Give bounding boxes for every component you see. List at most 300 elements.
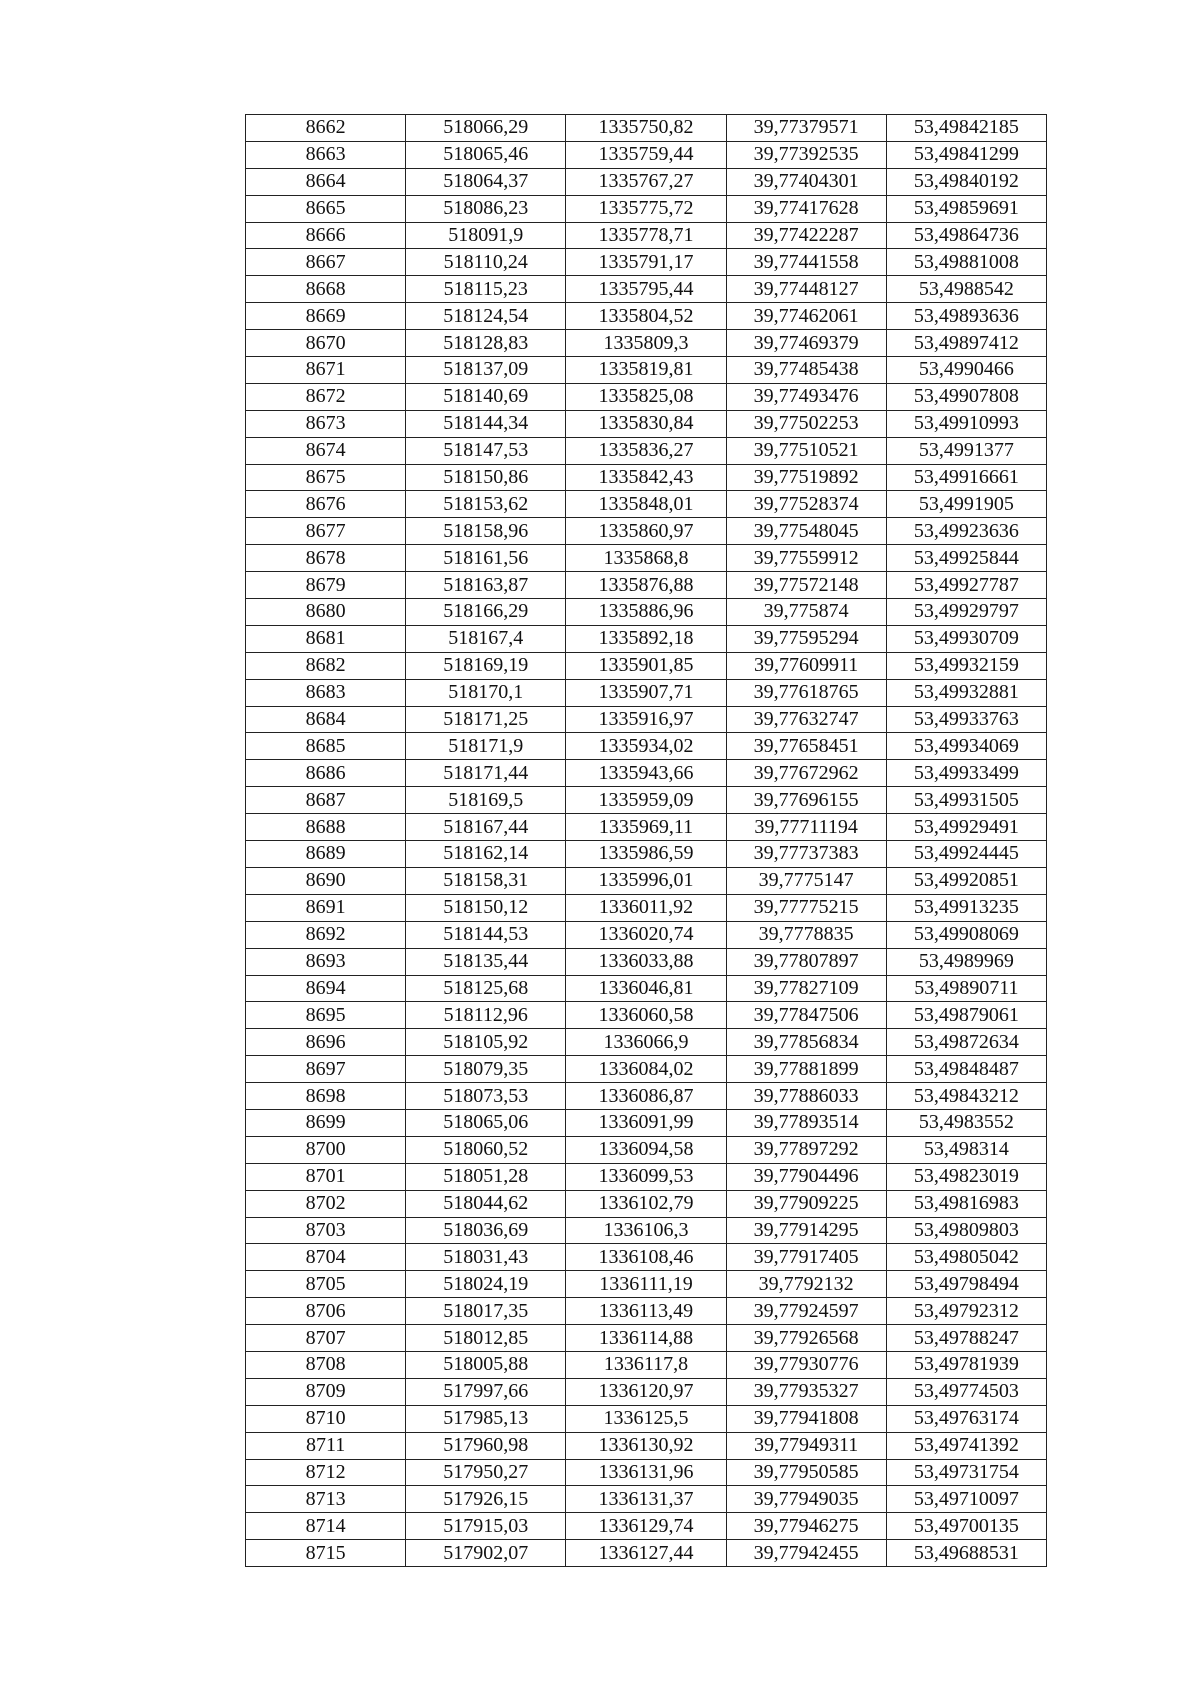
x-coordinate-cell: 518031,43: [406, 1244, 566, 1271]
point-number-cell: 8674: [246, 437, 406, 464]
table-row: [246, 491, 1047, 518]
latitude-cell: 53,49929797: [886, 599, 1046, 626]
point-number-cell: 8689: [246, 841, 406, 868]
table-row: [246, 625, 1047, 652]
table-row: [246, 921, 1047, 948]
latitude-cell: 53,49781939: [886, 1351, 1046, 1378]
x-coordinate-cell: 517997,66: [406, 1378, 566, 1405]
point-number-cell: 8699: [246, 1109, 406, 1136]
point-number-cell: 8673: [246, 410, 406, 437]
point-number-cell: 8693: [246, 948, 406, 975]
longitude-cell: 39,77775215: [726, 894, 886, 921]
table-row: [246, 330, 1047, 357]
x-coordinate-cell: 518079,35: [406, 1056, 566, 1083]
latitude-cell: 53,49907808: [886, 383, 1046, 410]
y-coordinate-cell: 1335825,08: [566, 383, 726, 410]
table-row: [246, 545, 1047, 572]
latitude-cell: 53,49916661: [886, 464, 1046, 491]
point-number-cell: 8694: [246, 975, 406, 1002]
x-coordinate-cell: 517915,03: [406, 1513, 566, 1540]
x-coordinate-cell: 517960,98: [406, 1432, 566, 1459]
y-coordinate-cell: 1336106,3: [566, 1217, 726, 1244]
x-coordinate-cell: 518150,86: [406, 464, 566, 491]
longitude-cell: 39,77711194: [726, 814, 886, 841]
longitude-cell: 39,77949035: [726, 1486, 886, 1513]
table-row: [246, 599, 1047, 626]
y-coordinate-cell: 1336114,88: [566, 1325, 726, 1352]
table-row: [246, 1378, 1047, 1405]
longitude-cell: 39,77462061: [726, 303, 886, 330]
latitude-cell: 53,49710097: [886, 1486, 1046, 1513]
point-number-cell: 8667: [246, 249, 406, 276]
table-row: [246, 1298, 1047, 1325]
latitude-cell: 53,4989969: [886, 948, 1046, 975]
table-row: [246, 1190, 1047, 1217]
longitude-cell: 39,77949311: [726, 1432, 886, 1459]
x-coordinate-cell: 518171,25: [406, 706, 566, 733]
longitude-cell: 39,77893514: [726, 1109, 886, 1136]
longitude-cell: 39,7778835: [726, 921, 886, 948]
y-coordinate-cell: 1335791,17: [566, 249, 726, 276]
y-coordinate-cell: 1336131,96: [566, 1459, 726, 1486]
y-coordinate-cell: 1335860,97: [566, 518, 726, 545]
x-coordinate-cell: 518128,83: [406, 330, 566, 357]
y-coordinate-cell: 1335959,09: [566, 787, 726, 814]
latitude-cell: 53,49879061: [886, 1002, 1046, 1029]
y-coordinate-cell: 1336130,92: [566, 1432, 726, 1459]
x-coordinate-cell: 518051,28: [406, 1163, 566, 1190]
table-row: [246, 168, 1047, 195]
y-coordinate-cell: 1336084,02: [566, 1056, 726, 1083]
x-coordinate-cell: 518137,09: [406, 357, 566, 384]
point-number-cell: 8715: [246, 1540, 406, 1567]
longitude-cell: 39,77469379: [726, 330, 886, 357]
table-row: [246, 1136, 1047, 1163]
point-number-cell: 8696: [246, 1029, 406, 1056]
longitude-cell: 39,77417628: [726, 195, 886, 222]
latitude-cell: 53,49859691: [886, 195, 1046, 222]
latitude-cell: 53,49897412: [886, 330, 1046, 357]
point-number-cell: 8677: [246, 518, 406, 545]
y-coordinate-cell: 1336113,49: [566, 1298, 726, 1325]
point-number-cell: 8707: [246, 1325, 406, 1352]
point-number-cell: 8666: [246, 222, 406, 249]
longitude-cell: 39,77441558: [726, 249, 886, 276]
point-number-cell: 8703: [246, 1217, 406, 1244]
y-coordinate-cell: 1335750,82: [566, 115, 726, 142]
latitude-cell: 53,49792312: [886, 1298, 1046, 1325]
latitude-cell: 53,49809803: [886, 1217, 1046, 1244]
latitude-cell: 53,49927787: [886, 572, 1046, 599]
point-number-cell: 8687: [246, 787, 406, 814]
point-number-cell: 8686: [246, 760, 406, 787]
y-coordinate-cell: 1336102,79: [566, 1190, 726, 1217]
x-coordinate-cell: 518144,53: [406, 921, 566, 948]
latitude-cell: 53,49933763: [886, 706, 1046, 733]
longitude-cell: 39,77909225: [726, 1190, 886, 1217]
longitude-cell: 39,77448127: [726, 276, 886, 303]
latitude-cell: 53,4983552: [886, 1109, 1046, 1136]
latitude-cell: 53,49923636: [886, 518, 1046, 545]
point-number-cell: 8695: [246, 1002, 406, 1029]
longitude-cell: 39,77485438: [726, 357, 886, 384]
longitude-cell: 39,7775147: [726, 867, 886, 894]
x-coordinate-cell: 518017,35: [406, 1298, 566, 1325]
x-coordinate-cell: 518124,54: [406, 303, 566, 330]
x-coordinate-cell: 518115,23: [406, 276, 566, 303]
longitude-cell: 39,77519892: [726, 464, 886, 491]
point-number-cell: 8679: [246, 572, 406, 599]
point-number-cell: 8684: [246, 706, 406, 733]
table-row: [246, 249, 1047, 276]
latitude-cell: 53,49842185: [886, 115, 1046, 142]
longitude-cell: 39,77935327: [726, 1378, 886, 1405]
y-coordinate-cell: 1335876,88: [566, 572, 726, 599]
latitude-cell: 53,49816983: [886, 1190, 1046, 1217]
longitude-cell: 39,77847506: [726, 1002, 886, 1029]
x-coordinate-cell: 518162,14: [406, 841, 566, 868]
x-coordinate-cell: 518110,24: [406, 249, 566, 276]
y-coordinate-cell: 1335907,71: [566, 679, 726, 706]
table-row: [246, 679, 1047, 706]
table-row: [246, 572, 1047, 599]
y-coordinate-cell: 1335892,18: [566, 625, 726, 652]
longitude-cell: 39,77548045: [726, 518, 886, 545]
point-number-cell: 8671: [246, 357, 406, 384]
latitude-cell: 53,49931505: [886, 787, 1046, 814]
point-number-cell: 8698: [246, 1083, 406, 1110]
point-number-cell: 8713: [246, 1486, 406, 1513]
y-coordinate-cell: 1335969,11: [566, 814, 726, 841]
table-row: [246, 975, 1047, 1002]
point-number-cell: 8692: [246, 921, 406, 948]
y-coordinate-cell: 1335986,59: [566, 841, 726, 868]
table-row: [246, 1083, 1047, 1110]
table-row: [246, 383, 1047, 410]
point-number-cell: 8682: [246, 652, 406, 679]
longitude-cell: 39,77946275: [726, 1513, 886, 1540]
table-row: [246, 894, 1047, 921]
point-number-cell: 8690: [246, 867, 406, 894]
table-row: [246, 518, 1047, 545]
y-coordinate-cell: 1336111,19: [566, 1271, 726, 1298]
y-coordinate-cell: 1335804,52: [566, 303, 726, 330]
point-number-cell: 8678: [246, 545, 406, 572]
x-coordinate-cell: 518105,92: [406, 1029, 566, 1056]
longitude-cell: 39,77926568: [726, 1325, 886, 1352]
longitude-cell: 39,77942455: [726, 1540, 886, 1567]
y-coordinate-cell: 1336011,92: [566, 894, 726, 921]
longitude-cell: 39,77595294: [726, 625, 886, 652]
y-coordinate-cell: 1336046,81: [566, 975, 726, 1002]
longitude-cell: 39,77392535: [726, 141, 886, 168]
latitude-cell: 53,49731754: [886, 1459, 1046, 1486]
y-coordinate-cell: 1335934,02: [566, 733, 726, 760]
point-number-cell: 8688: [246, 814, 406, 841]
longitude-cell: 39,77881899: [726, 1056, 886, 1083]
longitude-cell: 39,775874: [726, 599, 886, 626]
y-coordinate-cell: 1336120,97: [566, 1378, 726, 1405]
y-coordinate-cell: 1336108,46: [566, 1244, 726, 1271]
x-coordinate-cell: 518024,19: [406, 1271, 566, 1298]
latitude-cell: 53,49763174: [886, 1405, 1046, 1432]
longitude-cell: 39,77941808: [726, 1405, 886, 1432]
x-coordinate-cell: 517985,13: [406, 1405, 566, 1432]
x-coordinate-cell: 518005,88: [406, 1351, 566, 1378]
latitude-cell: 53,49913235: [886, 894, 1046, 921]
latitude-cell: 53,49841299: [886, 141, 1046, 168]
x-coordinate-cell: 518060,52: [406, 1136, 566, 1163]
point-number-cell: 8701: [246, 1163, 406, 1190]
latitude-cell: 53,49798494: [886, 1271, 1046, 1298]
longitude-cell: 39,77493476: [726, 383, 886, 410]
table-row: [246, 1163, 1047, 1190]
latitude-cell: 53,49872634: [886, 1029, 1046, 1056]
latitude-cell: 53,49881008: [886, 249, 1046, 276]
y-coordinate-cell: 1335767,27: [566, 168, 726, 195]
table-row: [246, 760, 1047, 787]
longitude-cell: 39,77658451: [726, 733, 886, 760]
y-coordinate-cell: 1336020,74: [566, 921, 726, 948]
latitude-cell: 53,49932159: [886, 652, 1046, 679]
x-coordinate-cell: 518064,37: [406, 168, 566, 195]
x-coordinate-cell: 518112,96: [406, 1002, 566, 1029]
table-row: [246, 1217, 1047, 1244]
longitude-cell: 39,77379571: [726, 115, 886, 142]
y-coordinate-cell: 1335901,85: [566, 652, 726, 679]
y-coordinate-cell: 1335996,01: [566, 867, 726, 894]
latitude-cell: 53,49805042: [886, 1244, 1046, 1271]
table-row: [246, 1405, 1047, 1432]
latitude-cell: 53,49843212: [886, 1083, 1046, 1110]
table-row: [246, 410, 1047, 437]
y-coordinate-cell: 1335943,66: [566, 760, 726, 787]
table-row: [246, 706, 1047, 733]
latitude-cell: 53,4991377: [886, 437, 1046, 464]
longitude-cell: 39,77502253: [726, 410, 886, 437]
point-number-cell: 8704: [246, 1244, 406, 1271]
latitude-cell: 53,49932881: [886, 679, 1046, 706]
longitude-cell: 39,77827109: [726, 975, 886, 1002]
y-coordinate-cell: 1336091,99: [566, 1109, 726, 1136]
x-coordinate-cell: 518036,69: [406, 1217, 566, 1244]
y-coordinate-cell: 1336129,74: [566, 1513, 726, 1540]
point-number-cell: 8662: [246, 115, 406, 142]
table-row: [246, 1056, 1047, 1083]
x-coordinate-cell: 518065,46: [406, 141, 566, 168]
y-coordinate-cell: 1335916,97: [566, 706, 726, 733]
latitude-cell: 53,49788247: [886, 1325, 1046, 1352]
table-row: [246, 1109, 1047, 1136]
point-number-cell: 8709: [246, 1378, 406, 1405]
y-coordinate-cell: 1336066,9: [566, 1029, 726, 1056]
table-row: [246, 222, 1047, 249]
point-number-cell: 8675: [246, 464, 406, 491]
x-coordinate-cell: 518012,85: [406, 1325, 566, 1352]
longitude-cell: 39,77930776: [726, 1351, 886, 1378]
y-coordinate-cell: 1336094,58: [566, 1136, 726, 1163]
longitude-cell: 39,77924597: [726, 1298, 886, 1325]
table-row: [246, 652, 1047, 679]
y-coordinate-cell: 1336033,88: [566, 948, 726, 975]
latitude-cell: 53,49924445: [886, 841, 1046, 868]
point-number-cell: 8702: [246, 1190, 406, 1217]
longitude-cell: 39,77914295: [726, 1217, 886, 1244]
y-coordinate-cell: 1335795,44: [566, 276, 726, 303]
table-row: [246, 1002, 1047, 1029]
table-row: [246, 1029, 1047, 1056]
longitude-cell: 39,7792132: [726, 1271, 886, 1298]
latitude-cell: 53,49688531: [886, 1540, 1046, 1567]
x-coordinate-cell: 518086,23: [406, 195, 566, 222]
y-coordinate-cell: 1335775,72: [566, 195, 726, 222]
latitude-cell: 53,498314: [886, 1136, 1046, 1163]
longitude-cell: 39,77897292: [726, 1136, 886, 1163]
point-number-cell: 8672: [246, 383, 406, 410]
point-number-cell: 8706: [246, 1298, 406, 1325]
latitude-cell: 53,4990466: [886, 357, 1046, 384]
table-row: [246, 141, 1047, 168]
point-number-cell: 8700: [246, 1136, 406, 1163]
point-number-cell: 8705: [246, 1271, 406, 1298]
longitude-cell: 39,77404301: [726, 168, 886, 195]
latitude-cell: 53,4991905: [886, 491, 1046, 518]
latitude-cell: 53,49864736: [886, 222, 1046, 249]
x-coordinate-cell: 518091,9: [406, 222, 566, 249]
table-row: [246, 948, 1047, 975]
table-row: [246, 1459, 1047, 1486]
table-row: [246, 1513, 1047, 1540]
y-coordinate-cell: 1335759,44: [566, 141, 726, 168]
y-coordinate-cell: 1336086,87: [566, 1083, 726, 1110]
table-row: [246, 841, 1047, 868]
longitude-cell: 39,77618765: [726, 679, 886, 706]
x-coordinate-cell: 518153,62: [406, 491, 566, 518]
latitude-cell: 53,49840192: [886, 168, 1046, 195]
y-coordinate-cell: 1336131,37: [566, 1486, 726, 1513]
y-coordinate-cell: 1336127,44: [566, 1540, 726, 1567]
table-row: [246, 814, 1047, 841]
x-coordinate-cell: 518044,62: [406, 1190, 566, 1217]
latitude-cell: 53,49925844: [886, 545, 1046, 572]
x-coordinate-cell: 517926,15: [406, 1486, 566, 1513]
point-number-cell: 8714: [246, 1513, 406, 1540]
latitude-cell: 53,4988542: [886, 276, 1046, 303]
point-number-cell: 8669: [246, 303, 406, 330]
y-coordinate-cell: 1335868,8: [566, 545, 726, 572]
latitude-cell: 53,49774503: [886, 1378, 1046, 1405]
x-coordinate-cell: 518169,5: [406, 787, 566, 814]
point-number-cell: 8711: [246, 1432, 406, 1459]
point-number-cell: 8668: [246, 276, 406, 303]
latitude-cell: 53,49890711: [886, 975, 1046, 1002]
table-row: [246, 1325, 1047, 1352]
y-coordinate-cell: 1336060,58: [566, 1002, 726, 1029]
table-row: [246, 357, 1047, 384]
longitude-cell: 39,77856834: [726, 1029, 886, 1056]
point-number-cell: 8708: [246, 1351, 406, 1378]
x-coordinate-cell: 518147,53: [406, 437, 566, 464]
latitude-cell: 53,49920851: [886, 867, 1046, 894]
longitude-cell: 39,77696155: [726, 787, 886, 814]
table-row: [246, 1486, 1047, 1513]
coordinates-table-body: [246, 115, 1047, 1567]
table-row: [246, 733, 1047, 760]
x-coordinate-cell: 518167,44: [406, 814, 566, 841]
table-row: [246, 115, 1047, 142]
point-number-cell: 8685: [246, 733, 406, 760]
latitude-cell: 53,49848487: [886, 1056, 1046, 1083]
x-coordinate-cell: 518135,44: [406, 948, 566, 975]
point-number-cell: 8670: [246, 330, 406, 357]
y-coordinate-cell: 1335836,27: [566, 437, 726, 464]
y-coordinate-cell: 1336099,53: [566, 1163, 726, 1190]
longitude-cell: 39,77737383: [726, 841, 886, 868]
y-coordinate-cell: 1335842,43: [566, 464, 726, 491]
table-row: [246, 867, 1047, 894]
table-row: [246, 303, 1047, 330]
point-number-cell: 8681: [246, 625, 406, 652]
x-coordinate-cell: 518144,34: [406, 410, 566, 437]
point-number-cell: 8712: [246, 1459, 406, 1486]
x-coordinate-cell: 518150,12: [406, 894, 566, 921]
x-coordinate-cell: 518171,9: [406, 733, 566, 760]
point-number-cell: 8664: [246, 168, 406, 195]
y-coordinate-cell: 1335830,84: [566, 410, 726, 437]
longitude-cell: 39,77422287: [726, 222, 886, 249]
table-row: [246, 1432, 1047, 1459]
x-coordinate-cell: 518066,29: [406, 115, 566, 142]
x-coordinate-cell: 518171,44: [406, 760, 566, 787]
x-coordinate-cell: 518158,31: [406, 867, 566, 894]
latitude-cell: 53,49823019: [886, 1163, 1046, 1190]
longitude-cell: 39,77632747: [726, 706, 886, 733]
y-coordinate-cell: 1335809,3: [566, 330, 726, 357]
table-row: [246, 1540, 1047, 1567]
latitude-cell: 53,49910993: [886, 410, 1046, 437]
x-coordinate-cell: 518140,69: [406, 383, 566, 410]
table-row: [246, 1351, 1047, 1378]
table-row: [246, 276, 1047, 303]
point-number-cell: 8676: [246, 491, 406, 518]
latitude-cell: 53,49908069: [886, 921, 1046, 948]
point-number-cell: 8680: [246, 599, 406, 626]
table-row: [246, 1244, 1047, 1271]
y-coordinate-cell: 1335819,81: [566, 357, 726, 384]
x-coordinate-cell: 518163,87: [406, 572, 566, 599]
longitude-cell: 39,77917405: [726, 1244, 886, 1271]
y-coordinate-cell: 1335886,96: [566, 599, 726, 626]
point-number-cell: 8663: [246, 141, 406, 168]
latitude-cell: 53,49934069: [886, 733, 1046, 760]
x-coordinate-cell: 518073,53: [406, 1083, 566, 1110]
longitude-cell: 39,77904496: [726, 1163, 886, 1190]
latitude-cell: 53,49893636: [886, 303, 1046, 330]
longitude-cell: 39,77950585: [726, 1459, 886, 1486]
x-coordinate-cell: 518161,56: [406, 545, 566, 572]
x-coordinate-cell: 518170,1: [406, 679, 566, 706]
point-number-cell: 8665: [246, 195, 406, 222]
table-row: [246, 464, 1047, 491]
y-coordinate-cell: 1335848,01: [566, 491, 726, 518]
latitude-cell: 53,49700135: [886, 1513, 1046, 1540]
y-coordinate-cell: 1336125,5: [566, 1405, 726, 1432]
table-row: [246, 1271, 1047, 1298]
y-coordinate-cell: 1335778,71: [566, 222, 726, 249]
x-coordinate-cell: 518065,06: [406, 1109, 566, 1136]
longitude-cell: 39,77510521: [726, 437, 886, 464]
x-coordinate-cell: 517902,07: [406, 1540, 566, 1567]
